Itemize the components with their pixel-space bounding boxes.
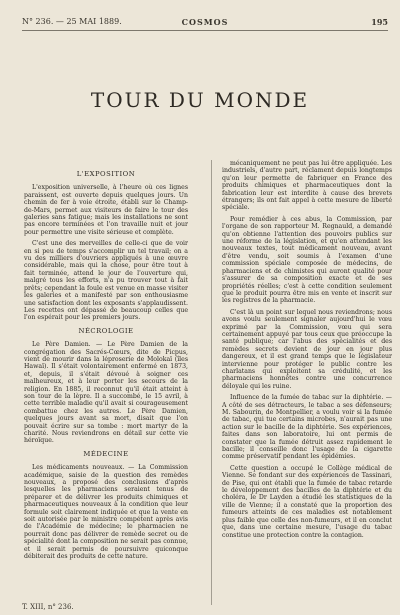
paragraph: Influence de la fumée de tabac sur la diphtérie. — A côté de ses détracteurs, le tabac a ses défenseurs; M. Sabourin, de Montpellier, a voulu voir si la fumée de tabac, qui tue certains microbes, n'aurait pas une action sur le bacille de la diphtérie. Ses expériences, faites dans son laboratoire, lui ont permis de constater que la fumée détruit assez rapidement le bacille; il conseille donc l'usage de la cigarette comme préservatif pendant les épidémies.: [222, 394, 392, 461]
subheading-necrologie: NÉCROLOGIE: [78, 326, 134, 335]
right-column: [222, 160, 392, 543]
footer-volume: T. XIII, n° 236.: [22, 603, 74, 611]
paragraph: C'est là un point sur lequel nous reviendrons; nous avons voulu seulement signaler aujourd'hui le vœu exprimé par la Commission, vœu qui sera certainement appuyé par tous ceux que préoccupe la santé publique; car l'abus des spécialités et des remèdes secrets devient de jour en jour plus dangereux, et il est grand temps que le législateur intervienne pour protéger le public contre les charlatans qui exploitent sa crédulité, et les pharmaciens honnêtes contre une concurrence déloyale qui les ruine.: [222, 308, 392, 390]
paragraph: C'est une des merveilles de celle-ci que de voir en si peu de temps s'accomplir un tel travail; on a vu des milliers d'ouvriers appliqués à une œuvre considérable, mais qui la chose, pour être tout à fait terminée, attend le jour de l'ouverture qui, malgré tous les efforts, n'a pu trouver tout à fait prêts; cependant la foule est venue en masse visiter les galeries et a manifesté par son enthousiasme une satisfaction dont les exposants s'applaudissent. Les recettes ont dépassé de beaucoup celles que l'on espérait pour les premiers jours.: [24, 240, 188, 322]
paragraph: Les médicaments nouveaux. — La Commission académique, saisie de la question des remèdes nouveaux, a proposé des conclusions d'après lesquelles les pharmaciens seraient tenus de préparer et de délivrer les produits chimiques et pharmaceutiques nouveaux à la condition que leur formule soit clairement indiquée et que la vente en soit autorisée par le ministre compétent après avis de l'Académie de médecine; le pharmacien ne pourrait donc pas délivrer de remède secret ou de spécialité dont la composition ne serait pas connue, et il serait permis de poursuivre quiconque débiterait des produits de cette nature.: [24, 464, 188, 561]
column-divider: [211, 160, 212, 605]
subheading-exposition: L'EXPOSITION: [76, 170, 136, 178]
section-title: TOUR DU MONDE: [90, 88, 310, 112]
paragraph: Le Père Damien. — Le Père Damien de la congrégation des Sacrés-Cœurs, dite de Picpus, vient de mourir dans la léproserie de Molokaï (îles Hawaï). Il s'était volontairement enfermé en 1873, et, depuis, il s'était dévoué à soigner ces malheureux, et à leur porter les secours de la religion. En 1885, il reconnut qu'il était atteint à son tour de la lèpre. Il a succombé, le 15 avril, à cette terrible maladie qu'il avait si courageusement combattue chez les autres. Le Père Damien, quelques jours avant sa mort, disait que l'on pouvait écrire sur sa tombe : mort martyr de la charité. Nous reviendrons en détail sur cette vie héroïque.: [24, 341, 188, 445]
left-column: [24, 165, 188, 565]
paragraph: Pour remédier à ces abus, la Commission, par l'organe de son rapporteur M. Regnauld, a demandé qu'on obtienne l'attention des pouvoirs publics sur une réforme de la législation, et qu'en attendant les nouveaux textes, tout médicament nouveau, avant d'être vendu, soit soumis à l'examen d'une commission spéciale composée de médecins, de pharmaciens et de chimistes qui auront qualité pour s'assurer de sa composition exacte et de ses propriétés réelles; c'est à cette condition seulement que le produit pourra être mis en vente et inscrit sur les registres de la pharmacie.: [222, 215, 392, 305]
subheading-medecine: MÉDECINE: [83, 449, 129, 458]
running-header: [22, 16, 388, 31]
issue-info: N° 236. — 25 MAI 1889.: [22, 17, 122, 26]
journal-name: COSMOS: [181, 17, 229, 27]
paragraph: Cette question a occupé le Collège médical de Vienne. Se fondant sur des expériences de Tassinari, de Pise, qui ont établi que la fumée de tabac retarde le développement des bacilles de la diphtérie et du choléra, le Dr Layden a étudié les statistiques de la ville de Vienne; il a constaté que la proportion des fumeurs atteints de ces maladies est notablement plus faible que celle des non-fumeurs, et il en conclut que, dans une certaine mesure, l'usage du tabac constitue une protection contre la contagion.: [222, 464, 392, 539]
paragraph: mécaniquement ne peut pas lui être appliquée. Les industriels, d'autre part, réclament depuis longtemps qu'on leur permette de fabriquer en France des produits chimiques et pharmaceutiques dont la fabrication leur est interdite à cause des brevets étrangers; ils ont fait appel à cette mesure de liberté spéciale.: [222, 160, 392, 212]
page-number: 195: [371, 17, 388, 27]
paragraph: L'exposition universelle, à l'heure où ces lignes paraissent, est ouverte depuis quelques jours. Un chemin de fer à voie étroite, établi sur le Champ-de-Mars, permet aux visiteurs de faire le tour des galeries sans fatigue; mais les installations ne sont pas encore terminées et l'on travaille nuit et jour pour permettre une visite sérieuse et complète.: [24, 184, 188, 236]
